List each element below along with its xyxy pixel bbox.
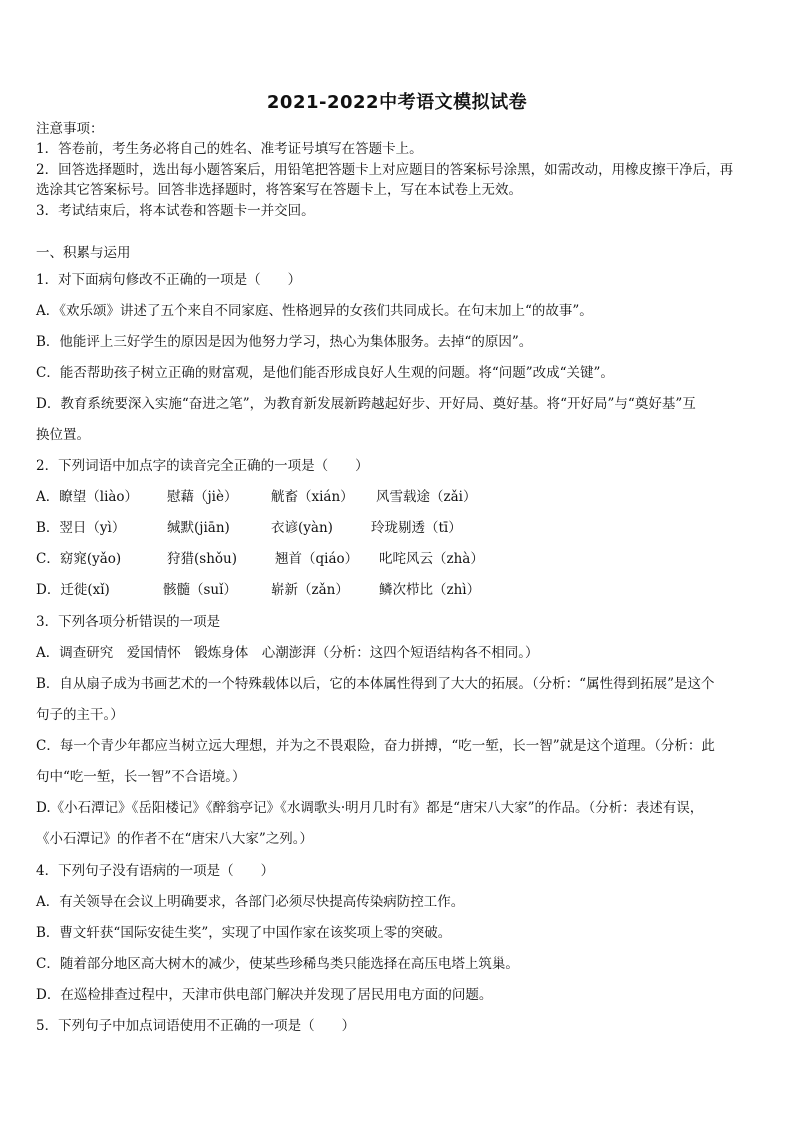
option-b-word: 衣谚(yàn) [271,520,333,536]
option-d-cont: 换位置。 [36,427,90,443]
option-d: D.《小石潭记》《岳阳楼记》《醉翁亭记》《水调歌头·明月几时有》都是“唐宋八大家”的作品。（分析：表述有误， [36,800,704,816]
option-b: B．翌日（yì） [36,520,126,536]
option-c: C．能否帮助孩子树立正确的财富观，是他们能否形成良好人生观的问题。将“问题”改成“关键”。 [36,365,614,381]
section-heading: 一、积累与运用 [36,245,131,261]
option-a-word: 风雪载途（zǎi） [376,489,477,505]
option-c-word: 翘首（qiáo） [275,551,359,567]
option-c: C．随着部分地区高大树木的减少，使某些珍稀鸟类只能选择在高压电塔上筑巢。 [36,956,519,972]
option-b: B．自从扇子成为书画艺术的一个特殊载体以后，它的本体属性得到了大大的拓展。（分析：“属性得到拓展”是这个 [36,676,715,692]
option-d: D．在巡检排查过程中，天津市供电部门解决并发现了居民用电方面的问题。 [36,987,493,1003]
option-a: A．《欢乐颂》讲述了五个来自不同家庭、性格迥异的女孩们共同成长。在句末加上“的故事”。 [36,303,593,319]
option-c-cont: 句中“吃一堑，长一智”不合语境。） [36,769,246,785]
option-c: C．每一个青少年都应当树立远大理想，并为之不畏艰险，奋力拼搏，“吃一堑，长一智”就是这个道理。（分析：此 [36,738,715,754]
page-title: 2021-2022中考语文模拟试卷 [266,92,528,113]
notice-item: 3．考试结束后，将本试卷和答题卡一并交回。 [36,203,315,219]
option-a: A．瞭望（liào） [36,489,139,505]
option-b-cont: 句子的主干。） [36,707,124,723]
option-d-word: 崭新（zǎn） [271,582,349,598]
option-c: C．窈窕(yǎo) [36,551,122,567]
option-c-word: 叱咤风云（zhà） [379,551,484,567]
option-a: A．有关领导在会议上明确要求，各部门必须尽快提高传染病防控工作。 [36,894,465,910]
question-stem: 4．下列句子没有语病的一项是（ ） [36,863,275,879]
option-a-word: 觥畜（xián） [271,489,354,505]
question-stem: 3．下列各项分析错误的一项是 [36,614,221,630]
option-b: B．曹文轩获“国际安徒生奖”，实现了中国作家在该奖项上零的突破。 [36,925,452,941]
option-a: A．调查研究 爱国情怀 锻炼身体 心潮澎湃（分析：这四个短语结构各不相同。） [36,645,539,661]
option-c-word: 狩猎(shǒu) [167,551,237,567]
question-stem: 1．对下面病句修改不正确的一项是（ ） [36,272,302,288]
question-stem: 2．下列词语中加点字的读音完全正确的一项是（ ） [36,458,369,474]
option-d: D．迁徙(xǐ) [36,582,110,598]
option-a-word: 慰藉（jiè） [167,489,238,505]
option-b-word: 玲珑剔透（tī） [371,520,462,536]
option-d-cont: 《小石潭记》的作者不在“唐宋八大家”之列。） [36,831,314,847]
question-stem: 5．下列句子中加点词语使用不正确的一项是（ ） [36,1018,356,1034]
notice-item: 1．答卷前，考生务必将自己的姓名、准考证号填写在答题卡上。 [36,141,423,157]
notice-item: 选涂其它答案标号。回答非选择题时，将答案写在答题卡上，写在本试卷上无效。 [36,182,522,198]
notice-heading: 注意事项： [36,121,104,137]
option-d-word: 鳞次栉比（zhì） [379,582,481,598]
notice-item: 2．回答选择题时，选出每小题答案后，用铅笔把答题卡上对应题目的答案标号涂黑，如需改动，用橡皮擦干净后，再 [36,162,734,178]
option-b: B．他能评上三好学生的原因是因为他努力学习，热心为集体服务。去掉“的原因”。 [36,334,533,350]
option-d: D．教育系统要深入实施“奋进之笔”，为教育新发展新跨越起好步、开好局、奠好基。将“开好局”与“奠好基”互 [36,396,696,412]
option-b-word: 缄默(jiān) [167,520,230,536]
option-d-word: 骸髓（suǐ） [163,582,237,598]
